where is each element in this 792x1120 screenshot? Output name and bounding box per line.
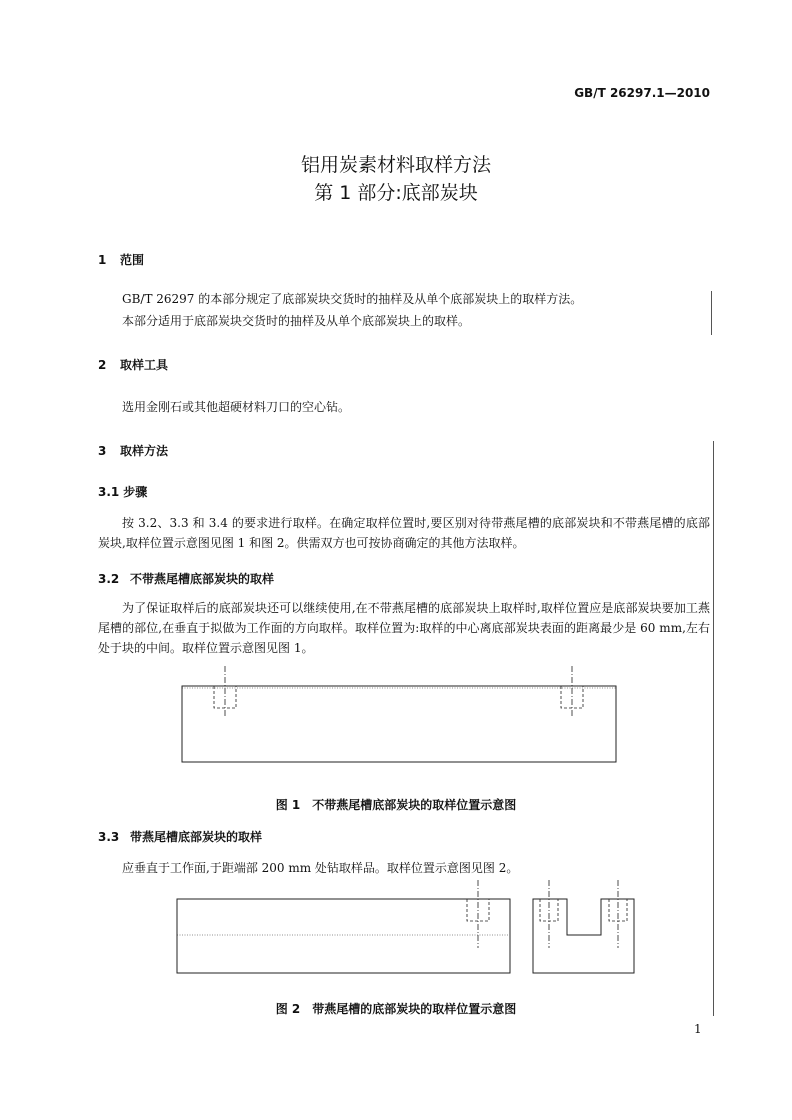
section-title: 带燕尾槽底部炭块的取样 <box>130 830 263 844</box>
revision-bar-top <box>711 291 712 335</box>
page-number: 1 <box>694 1022 702 1036</box>
section-number: 3.3 <box>98 830 120 844</box>
section-2-paragraph-1: 选用金刚石或其他超硬材料刀口的空心钻。 <box>122 400 351 414</box>
section-number: 1 <box>98 253 107 267</box>
standard-number: GB/T 26297.1—2010 <box>574 86 710 100</box>
section-title: 范围 <box>120 253 145 267</box>
document-title: 铝用炭素材料取样方法 <box>300 154 491 176</box>
figure-2-dovetail-block <box>533 899 634 973</box>
section-number: 3.1 <box>98 485 120 499</box>
figure-2-end-right-drill-hole <box>609 880 627 948</box>
section-title: 步骤 <box>123 485 148 499</box>
figure-1-caption: 图 1 不带燕尾槽底部炭块的取样位置示意图 <box>275 798 517 812</box>
figure-2-side-block <box>177 899 510 973</box>
figure-2-end-left-drill-hole <box>540 880 558 948</box>
section-3-2-paragraph: 为了保证取样后的底部炭块还可以继续使用,在不带燕尾槽的底部炭块上取样时,取样位置应是底部炭块要加工燕尾槽的部位,在垂直于拟做为工作面的方向取样。取样位置为:取样的中心离底部炭块表面的距离最少是 60 mm,左右处于块的中间。取样位置示意图见图 1。 <box>98 601 710 655</box>
section-number: 3.2 <box>98 572 120 586</box>
section-number: 2 <box>98 358 107 372</box>
section-title: 不带燕尾槽底部炭块的取样 <box>130 572 275 586</box>
section-3-1-paragraph: 按 3.2、3.3 和 3.4 的要求进行取样。在确定取样位置时,要区别对待带燕尾槽的底部炭块和不带燕尾槽的底部炭块,取样位置示意图见图 1 和图 2。供需双方也可按协商确定的其他方法取样。 <box>98 516 710 550</box>
section-1-paragraph-2: 本部分适用于底部炭块交货时的抽样及从单个底部炭块上的取样。 <box>122 314 471 328</box>
section-title: 取样方法 <box>120 444 169 458</box>
section-title: 取样工具 <box>120 358 169 372</box>
document-subtitle: 第 1 部分:底部炭块 <box>314 182 478 204</box>
section-1-paragraph-1: GB/T 26297 的本部分规定了底部炭块交货时的抽样及从单个底部炭块上的取样方法。 <box>122 292 583 306</box>
figure-2-side-drill-hole <box>467 880 489 948</box>
figure-2-caption: 图 2 带燕尾槽的底部炭块的取样位置示意图 <box>275 1002 517 1016</box>
revision-bar-bottom <box>713 441 714 1016</box>
section-3-3-paragraph: 应垂直于工作面,于距端部 200 mm 处钻取样品。取样位置示意图见图 2。 <box>122 861 519 875</box>
section-number: 3 <box>98 444 107 458</box>
